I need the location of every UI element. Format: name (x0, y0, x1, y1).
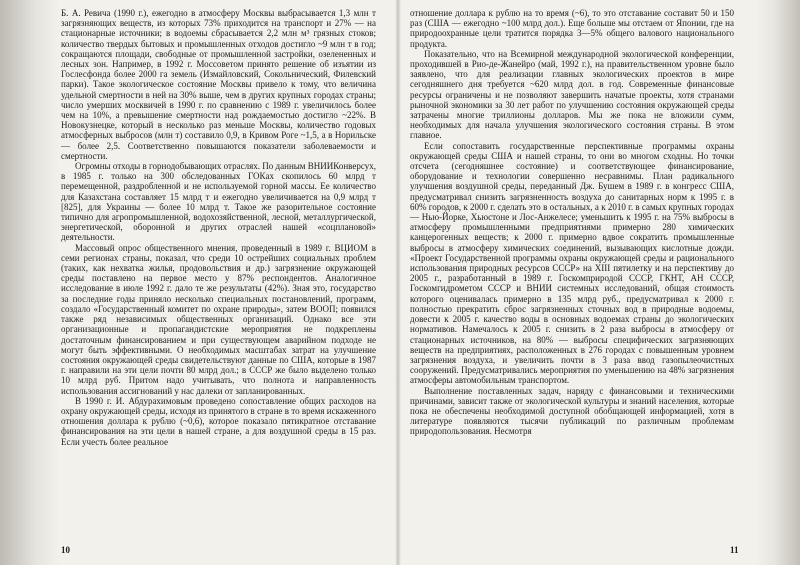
right-page-number: 11 (730, 545, 739, 555)
paragraph: Массовый опрос общественного мнения, проведенный в 1989 г. ВЦИОМ в семи регионах страны, показал, что среди 10 острейших социальных проблем (таких, как нехватка жилья, продовольствия и др.) загрязнение окружающей среды поставлено на первое место у 87% респондентов. Аналогичное исследование в июле 1992 г. дало те же результаты (42%). Зная это, государство за последние годы приняло несколько специальных постановлений, программ, создало «Государственный комитет по охране природы», затем ВООП; появился также ряд независимых общественных организаций. Однако все эти организационные и пропагандистские мероприятия не подкреплены достаточным финансированием и при существующем аварийном подходе не могут быть эффективными. О необходимых масштабах затрат на улучшение состояния окружающей среды свидетельствуют данные по США, которые в 1987 г. направили на эти цели почти 80 млрд дол.; в СССР же было выделено только 10 млрд руб. Притом надо учитывать, что полнота и направленность использования ассигнований у нас далеки от запланированных. (61, 242, 376, 396)
left-edge-shadow (0, 0, 60, 565)
paragraph: Б. А. Ревича (1990 г.), ежегодно в атмосферу Москвы выбрасывается 1,3 млн т загрязняющих веществ, из которых 73% приходится на транспорт и 27% — на стационарные источники; в водоемы сбрасывается 2,2 млн м³ грязных стоков; количество твердых бытовых и промышленных отходов достигло ~9 млн т в год; сокращаются площади, свободные от промышленной застройки, озелененных и лесных зон. Например, в 1992 г. Моссоветом принято решение об изъятии из Гослесфонда более 2000 га земель (Измайловский, Сокольнический, Филевский парки). Такое экологическое состояние Москвы привело к тому, что величина удельной смертности в ней на 30% выше, чем в других крупных городах страны; число умерших москвичей в 1990 г. по сравнению с 1989 г. увеличилось более чем на 10%, а превышение смертности над рождаемостью достигло ~22%. В Новокузнецке, который в несколько раз меньше Москвы, количество годовых атмосферных выбросов (млн т) составило 0,9, в Кривом Роге ~1,5, а в Норильске — более 2,5. Соответственно повышаются показатели заболеваемости и смертности. (61, 8, 376, 161)
paragraph: В 1990 г. И. Абдурахимовым проведено сопоставление общих расходов на охрану окружающей среды, исходя из принятого в стране в то время искаженного отношения доллара к рублю (~0,6), которое показало пятикратное отставание финансирования на эти цели в нашей стране, а для воздушной среды в 15 раз. Если учесть более реальное (61, 395, 376, 447)
paragraph: Показательно, что на Всемирной международной экологической конференции, проходившей в Рио-де-Жанейро (май, 1992 г.), на правительственном уровне было заявлено, что для реализации главных экологических проектов в мире сегодняшнего дня требуется ~620 млрд дол. в год. Современные финансовые ресурсы ограничены и не позволяют завершить начатые проекты, хотя странами рыночной экономики за 30 лет работ по улучшению состояния окружающей среды затрачены многие триллионы долларов. Мы же пока не вложили сумм, необходимых для начала улучшения экологического состояния страны. В этом главное. (410, 48, 734, 141)
left-page-text (61, 8, 376, 447)
right-edge-shadow (756, 0, 800, 565)
paragraph: отношение доллара к рублю на то время (~6), то это отставание составит 50 и 150 раз (США — ежегодно ~100 млрд дол.). Еще больше мы отстаем от Японии, где на природоохранные цели тратится порядка 3—5% общего валового национального продукта. (410, 8, 734, 49)
paragraph: Если сопоставить государственные перспективные программы охраны окружающей среды США и нашей страны, то они во многом сходны. Но точки отсчета (сегодняшнее состояние) и соответствующее финансирование, оборудование и технологии совершенно несравнимы. План радикального улучшения воздушной среды, переданный Дж. Бушем в 1989 г. в конгресс США, предусматривал снизить загрязненность воздуха до санитарных норм к 1995 г. в 60% городов, к 2000 г. сделать это в остальных, а к 2010 г. в самых крупных городах — Нью-Йорке, Хьюстоне и Лос-Анжелесе; уменьшить к 1995 г. на 75% выбросы в атмосферу промышленными предприятиями примерно 280 химических канцерогенных веществ; к 2000 г. примерно вдвое сократить промышленные выбросы в атмосферу химических соединений, вызывающих кислотные дожди. «Проект Государственной программы охраны окружающей среды и рационального использования природных ресурсов СССР» на XIII пятилетку и на перспективу до 2005 г., разработанный в 1989 г. Госкомприродой СССР, ГКНТ, АН СССР, Госкомгидрометом СССР и ВНИИ системных исследований, общая стоимость которого оценивалась примерно в 135 млрд руб., предусматривал к 2000 г. полностью прекратить сброс загрязненных сточных вод в природные водоемы, довести к 2005 г. качество воды в основных водоемах страны до экологических нормативов. Намечалось к 2005 г. снизить в 2 раза выбросы в атмосферу от стационарных источников, на 80% — выбросы специфических загрязняющих веществ на предприятиях, расположенных в 276 городах с повышенным уровнем загрязнения воздуха, и увеличить почти в 3 раза ввод газопылеочистных сооружений. Предусматривались мероприятия по уменьшению на 48% загрязнения атмосферы автомобильным транспортом. (410, 140, 734, 386)
left-page-number: 10 (61, 545, 70, 555)
book-gutter (395, 0, 401, 565)
paragraph: Выполнение поставленных задач, наряду с финансовыми и техническими причинами, зависит также от экологической культуры и знаний населения, которые пока не обеспечены необходимой доступной обобщающей информацией, хотя в литературе появляются тысячи публикаций по различным проблемам природопользования. Несмотря (410, 385, 734, 437)
right-page-text (410, 8, 734, 437)
paragraph: Огромны отходы в горнодобывающих отраслях. По данным ВНИИКонверсух, в 1985 г. только на 300 обследованных ГОКах скопилось 60 млрд т перемещенной, раздробленной и не используемой горной массы. Ее количество для Казахстана составляет 15 млрд т и ежегодно увеличивается на 0,9 млрд т [825], для Украины — более 10 млрд т. Такое же разорительное состояние типично для агропромышленной, водохозяйственной, лесной, металлургической, энергетической, оборонной и других отраслей нашей «соцплановой» деятельности. (61, 161, 376, 243)
